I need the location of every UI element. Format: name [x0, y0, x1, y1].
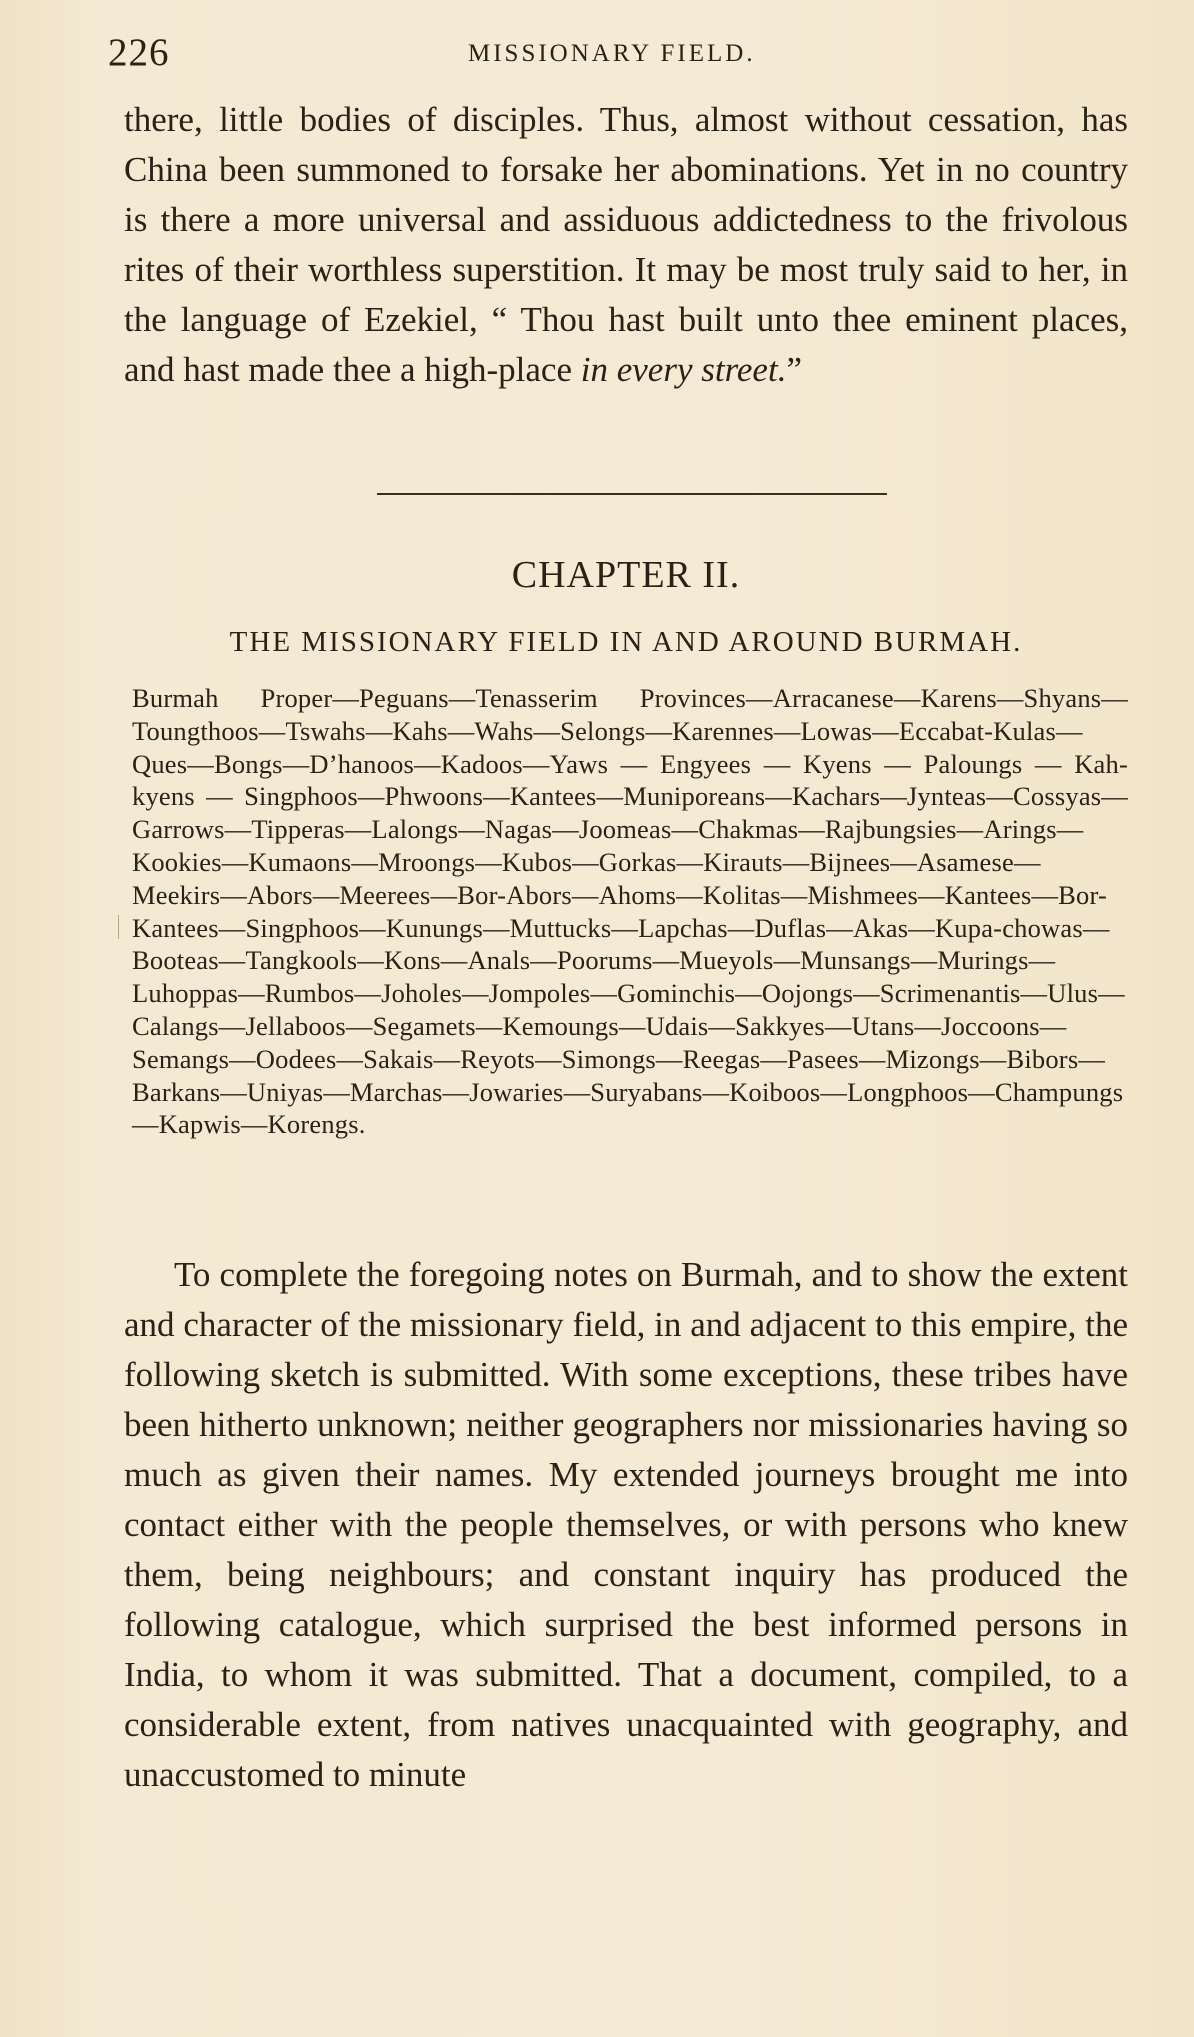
closing-quote: ”: [786, 350, 802, 389]
chapter-synopsis: Burmah Proper—Peguans—Tenasserim Provinces—Arracanese—Karens—Shyans—Toungthoos—Tswahs—Kahs—Wahs—Selongs—Karennes—Lowas—Eccabat-Kulas—Ques—Bongs—D’hanoos—Kadoos—Yaws — Engyees — Kyens — Paloungs — Kah-kyens — Singphoos—Phwoons—Kantees—Muniporeans—Kachars—Jynteas—Cossyas—Garrows—Tipperas—Lalongs—Nagas—Joomeas—Chakmas—Rajbungsies—Arings—Kookies—Kumaons—Mroongs—Kubos—Gorkas—Kirauts—Bijnees—Asamese—Meekirs—Abors—Meerees—Bor-Abors—Ahoms—Kolitas—Mishmees—Kantees—Bor-Kantees—Singphoos—Kunungs—Muttucks—Lapchas—Duflas—Akas—Kupa-chowas—Booteas—Tangkools—Kons—Anals—Poorums—Mueyols—Munsangs—Murings—Luhoppas—Rumbos—Joholes—Jompoles—Gominchis—Oojongs—Scrimenantis—Ulus—Calangs—Jellaboos—Segamets—Kemoungs—Udais—Sakkyes—Utans—Joccoons—Semangs—Oodees—Sakais—Reyots—Simongs—Reegas—Pasees—Mizongs—Bibors—Barkans—Uniyas—Marchas—Jowaries—Suryabans—Koiboos—Longphoos—Champungs—Kapwis—Korengs.: [132, 683, 1128, 1140]
opening-text: there, little bodies of disciples. Thus, almost without cessation, has China been summoned to forsake her abominations. Yet in no country is there a more universal and assiduous addictedness to the frivolous rites of their worthless superstition. It may be most truly said to her, in the language of Ezekiel, “ Thou hast built unto thee eminent places, and hast made thee a high-place: [124, 100, 1128, 389]
running-head: [108, 30, 1128, 74]
chapter-heading: CHAPTER II.: [511, 554, 741, 596]
gutter-mark: [118, 915, 119, 939]
chapter-subtitle: THE MISSIONARY FIELD IN AND AROUND BURMAH.: [229, 626, 1023, 658]
page-number: 226: [108, 31, 170, 74]
opening-paragraph: [124, 95, 1128, 455]
section-divider: [377, 493, 887, 495]
main-paragraph: To complete the foregoing notes on Burmah, and to show the extent and character of the missionary field, in and adjacent to this empire, the following sketch is submitted. With some exceptions, these tribes have been hitherto unknown; neither geographers nor missionaries having so much as given their names. My extended journeys brought me into contact either with the people themselves, or with persons who knew them, being neighbours; and constant inquiry has produced the following catalogue, which surprised the best informed persons in India, to whom it was submitted. That a document, compiled, to a considerable extent, from natives unacquainted with geography, and unaccustomed to minute: [124, 1255, 1128, 1794]
running-title: MISSIONARY FIELD.: [468, 40, 756, 67]
emphasis-text: in every street.: [580, 350, 787, 389]
